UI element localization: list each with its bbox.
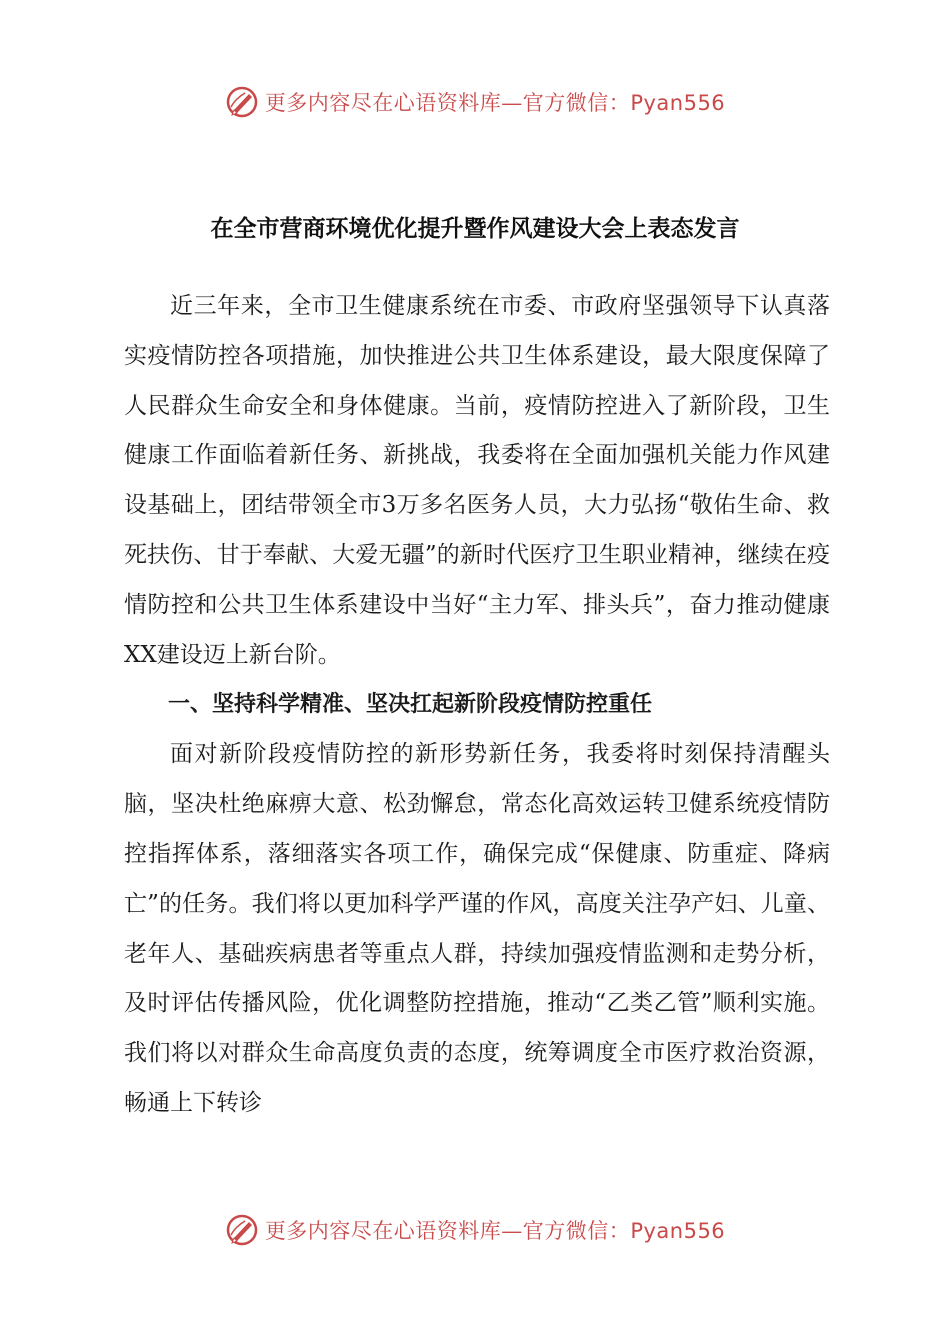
watermark-text: 更多内容尽在心语资料库—官方微信：Pyan556 <box>264 1219 726 1243</box>
section-1-paragraph: 面对新阶段疫情防控的新形势新任务，我委将时刻保持清醒头脑，坚决杜绝麻痹大意、松劲懈怠，常态化高效运转卫健系统疫情防控指挥体系，落细落实各项工作，确保完成“保健康、防重症、降病亡”的任务。我们将以更加科学严谨的作风，高度关注孕产妇、儿童、老年人、基础疾病患者等重点人群，持续加强疫情监测和走势分析，及时评估传播风险，优化调整防控措施，推动“乙类乙管”顺利实施。我们将以对群众生命高度负责的态度，统筹调度全市医疗救治资源，畅通上下转诊 <box>124 741 830 1116</box>
intro-paragraph: 近三年来，全市卫生健康系统在市委、市政府坚强领导下认真落实疫情防控各项措施，加快推进公共卫生体系建设，最大限度保障了人民群众生命安全和身体健康。当前，疫情防控进入了新阶段，卫生健康工作面临着新任务、新挑战，我委将在全面加强机关能力作风建设基础上，团结带领全市3万多名医务人员，大力弘扬“敬佑生命、救死扶伤、甘于奉献、大爱无疆”的新时代医疗卫生职业精神，继续在疫情防控和公共卫生体系建设中当好“主力军、排头兵”，奋力推动健康XX建设迈上新台阶。 <box>124 293 830 668</box>
pen-logo-icon <box>225 85 259 119</box>
wechat-id: Pyan556 <box>630 91 726 115</box>
watermark-banner-bottom <box>0 1210 950 1250</box>
document-title: 在全市营商环境优化提升暨作风建设大会上表态发言 <box>210 216 740 242</box>
section-1-heading: 一、坚持科学精准、坚决扛起新阶段疫情防控重任 <box>168 692 653 718</box>
pen-logo-icon <box>225 1213 259 1247</box>
watermark-text: 更多内容尽在心语资料库—官方微信：Pyan556 <box>264 91 726 115</box>
document-body <box>124 282 830 1129</box>
wechat-id: Pyan556 <box>630 1219 726 1243</box>
watermark-banner-top <box>0 82 950 122</box>
